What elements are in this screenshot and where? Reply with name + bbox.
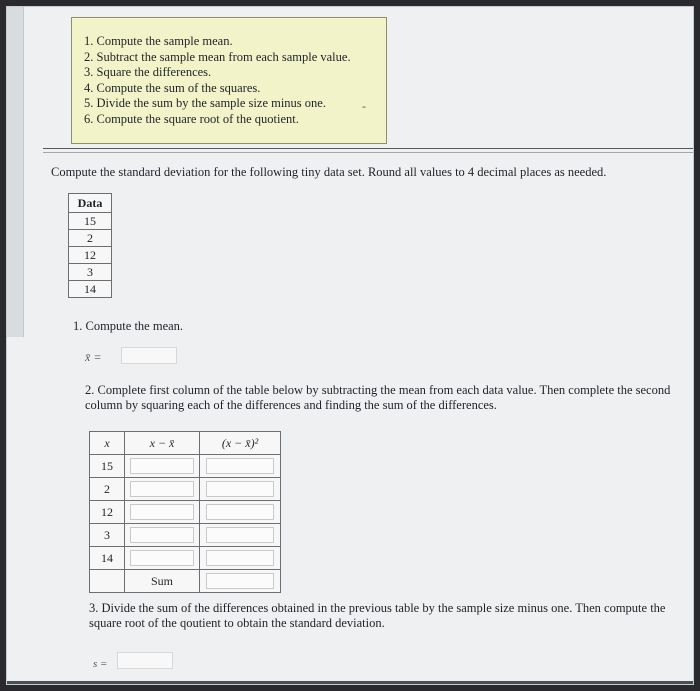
section-divider [43,148,693,149]
data-value: 14 [69,281,112,298]
mean-input[interactable] [121,347,177,364]
question-3-text: 3. Divide the sum of the differences obtained in the previous table by the sample size minus one. Then compute the square root of the qoutient to obtain the standard deviation. [89,601,666,630]
header-squared-deviation: (x − x̄)² [200,432,281,455]
data-value: 3 [69,264,112,281]
data-table-header: Data [69,194,112,213]
table-row [90,547,281,570]
deviation-input[interactable] [130,458,194,474]
data-value: 2 [69,230,112,247]
sum-row [90,570,281,593]
x-value: 12 [90,501,125,524]
deviation-table [89,431,281,593]
data-table [68,193,112,298]
std-dev-input[interactable] [117,652,173,669]
step-1: 1. Compute the sample mean. [84,34,233,48]
data-value: 15 [69,213,112,230]
left-gutter [7,7,24,337]
step-2: 2. Subtract the sample mean from each sample value. [84,49,351,64]
sum-input[interactable] [206,573,274,589]
step-6: 6. Compute the square root of the quotient. [84,111,299,126]
squared-deviation-input[interactable] [206,458,274,474]
deviation-input[interactable] [130,504,194,520]
header-x: x [90,432,125,455]
squared-deviation-input[interactable] [206,481,274,497]
steps-box [71,17,387,144]
deviation-input[interactable] [130,527,194,543]
std-dev-symbol: s = [93,658,108,670]
header-deviation: x − x̄ [125,432,200,455]
x-value: 3 [90,524,125,547]
table-row [90,501,281,524]
question-2-text: 2. Complete first column of the table below by subtracting the mean from each data value. Then complete the second column by squaring each of the differences and finding the sum of the differences. [85,383,671,412]
data-value: 12 [69,247,112,264]
x-value: 14 [90,547,125,570]
section-divider-shadow [43,152,693,153]
problem-instruction: Compute the standard deviation for the following tiny data set. Round all values to 4 decimal places as needed. [51,165,607,179]
step-4: 4. Compute the sum of the squares. [84,80,261,95]
question-1-label: 1. Compute the mean. [73,319,184,333]
x-value: 15 [90,455,125,478]
stray-mark: - [362,99,366,113]
table-row [90,455,281,478]
bottom-edge [7,681,693,684]
table-row [90,524,281,547]
deviation-input[interactable] [130,481,194,497]
x-value: 2 [90,478,125,501]
sum-label: Sum [125,570,200,593]
worksheet-screen [6,6,694,685]
step-3: 3. Square the differences. [84,65,212,79]
squared-deviation-input[interactable] [206,504,274,520]
table-row [90,478,281,501]
squared-deviation-input[interactable] [206,550,274,566]
mean-symbol: x̄ = [85,350,102,364]
squared-deviation-input[interactable] [206,527,274,543]
step-5: 5. Divide the sum by the sample size minus one. [84,96,326,110]
deviation-input[interactable] [130,550,194,566]
